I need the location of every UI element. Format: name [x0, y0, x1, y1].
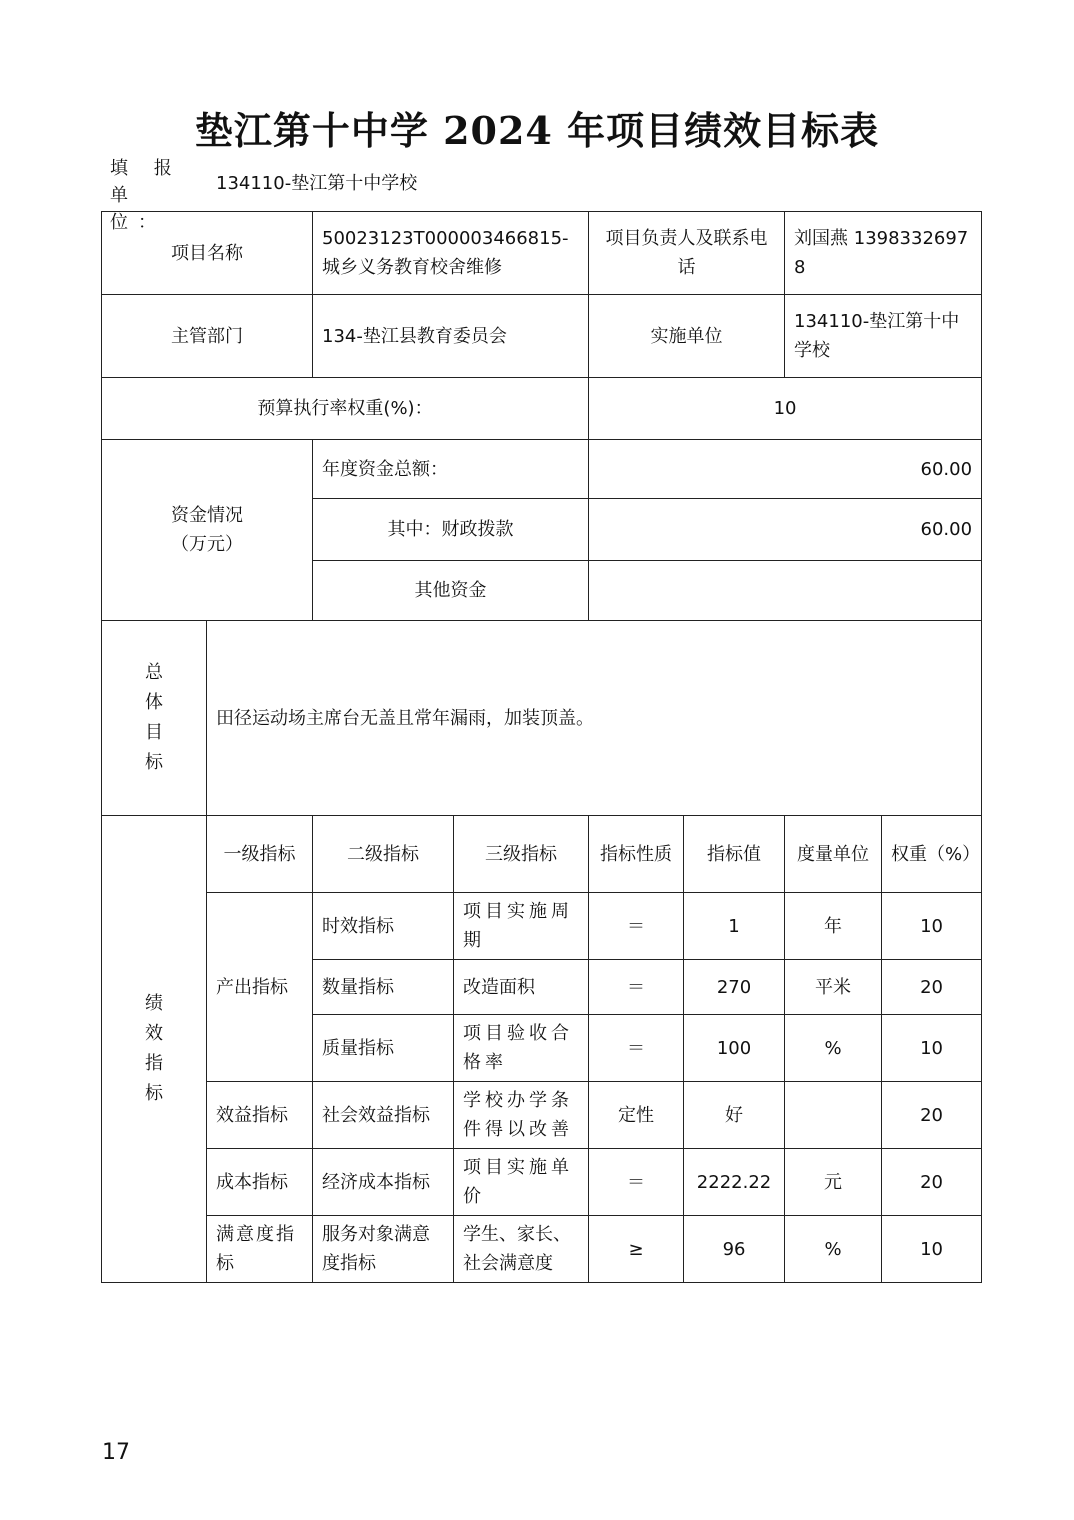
budget-rate-row: [102, 378, 982, 440]
dept-value: 134-垫江县教育委员会: [313, 295, 589, 378]
performance-label: 绩 效 指 标: [102, 816, 207, 1283]
header-unit: 度量单位: [785, 816, 882, 893]
funds-total-value: 60.00: [589, 440, 982, 499]
weight-cell: 10: [882, 1015, 982, 1082]
value-cell: 270: [684, 960, 785, 1015]
unit-cell: %: [785, 1216, 882, 1283]
funds-label-line2: （万元）: [171, 534, 243, 555]
page-number: 17: [102, 1440, 130, 1465]
level3-cell: 项目实施单价: [454, 1149, 589, 1216]
funds-total-row: [102, 440, 982, 499]
department-row: [102, 295, 982, 378]
funds-total-label: 年度资金总额：: [313, 440, 589, 499]
funds-other-label: 其他资金: [313, 561, 589, 621]
weight-cell: 20: [882, 1082, 982, 1149]
level1-cell: 产出指标: [207, 893, 313, 1082]
value-cell: 1: [684, 893, 785, 960]
budget-rate-label: 预算执行率权重(%)：: [102, 378, 589, 440]
level2-cell: 数量指标: [313, 960, 454, 1015]
header-level1: 一级指标: [207, 816, 313, 893]
table-row: [102, 1149, 982, 1216]
funds-fiscal-value: 60.00: [589, 499, 982, 561]
unit-cell: 年: [785, 893, 882, 960]
funds-label: [102, 440, 313, 621]
overall-goal-label: 总 体 目 标: [102, 621, 207, 816]
funds-label-line1: 资金情况: [171, 505, 243, 526]
level3-cell: 改造面积: [454, 960, 589, 1015]
dept-label: 主管部门: [102, 295, 313, 378]
unit-cell: 元: [785, 1149, 882, 1216]
weight-cell: 10: [882, 1216, 982, 1283]
performance-target-table: [101, 211, 982, 1283]
weight-cell: 20: [882, 960, 982, 1015]
level2-cell: 社会效益指标: [313, 1082, 454, 1149]
page-title: 垫江第十中学 2024 年项目绩效目标表: [194, 108, 880, 153]
overall-goal-text: 田径运动场主席台无盖且常年漏雨，加装顶盖。: [207, 621, 982, 816]
contact-value: 刘国燕 13983326978: [785, 212, 982, 295]
value-cell: 96: [684, 1216, 785, 1283]
table-row: [102, 893, 982, 960]
fill-unit-value: 134110-垫江第十中学校: [216, 173, 418, 194]
unit-cell: [785, 1082, 882, 1149]
nature-cell: ≥: [589, 1216, 684, 1283]
nature-cell: ＝: [589, 893, 684, 960]
funds-fiscal-label: 其中：财政拨款: [313, 499, 589, 561]
table-row: [102, 1216, 982, 1283]
unit-cell: 平米: [785, 960, 882, 1015]
value-cell: 2222.22: [684, 1149, 785, 1216]
header-weight: 权重（%）: [882, 816, 982, 893]
impl-label: 实施单位: [589, 295, 785, 378]
funds-other-value: [589, 561, 982, 621]
nature-cell: ＝: [589, 960, 684, 1015]
level1-cell: 效益指标: [207, 1082, 313, 1149]
level1-cell: 成本指标: [207, 1149, 313, 1216]
level3-cell: 项目实施周期: [454, 893, 589, 960]
project-name-value: 50023123T000003466815-城乡义务教育校舍维修: [313, 212, 589, 295]
value-cell: 好: [684, 1082, 785, 1149]
header-level3: 三级指标: [454, 816, 589, 893]
unit-cell: %: [785, 1015, 882, 1082]
level3-cell: 项目验收合格率: [454, 1015, 589, 1082]
nature-cell: ＝: [589, 1149, 684, 1216]
project-name-row: [102, 212, 982, 295]
table-row: [102, 1082, 982, 1149]
level1-cell: 满意度指标: [207, 1216, 313, 1283]
weight-cell: 10: [882, 893, 982, 960]
performance-header-row: [102, 816, 982, 893]
project-name-label: 项目名称: [102, 212, 313, 295]
fill-unit-label: 填 报 单 位：: [110, 158, 182, 233]
level3-cell: 学生、家长、社会满意度: [454, 1216, 589, 1283]
impl-value: 134110-垫江第十中学校: [785, 295, 982, 378]
value-cell: 100: [684, 1015, 785, 1082]
contact-label: 项目负责人及联系电话: [589, 212, 785, 295]
level2-cell: 经济成本指标: [313, 1149, 454, 1216]
level2-cell: 服务对象满意度指标: [313, 1216, 454, 1283]
header-level2: 二级指标: [313, 816, 454, 893]
header-nature: 指标性质: [589, 816, 684, 893]
level2-cell: 质量指标: [313, 1015, 454, 1082]
level3-cell: 学校办学条件得以改善: [454, 1082, 589, 1149]
nature-cell: ＝: [589, 1015, 684, 1082]
budget-rate-value: 10: [589, 378, 982, 440]
header-value: 指标值: [684, 816, 785, 893]
nature-cell: 定性: [589, 1082, 684, 1149]
level2-cell: 时效指标: [313, 893, 454, 960]
overall-goal-row: [102, 621, 982, 816]
weight-cell: 20: [882, 1149, 982, 1216]
